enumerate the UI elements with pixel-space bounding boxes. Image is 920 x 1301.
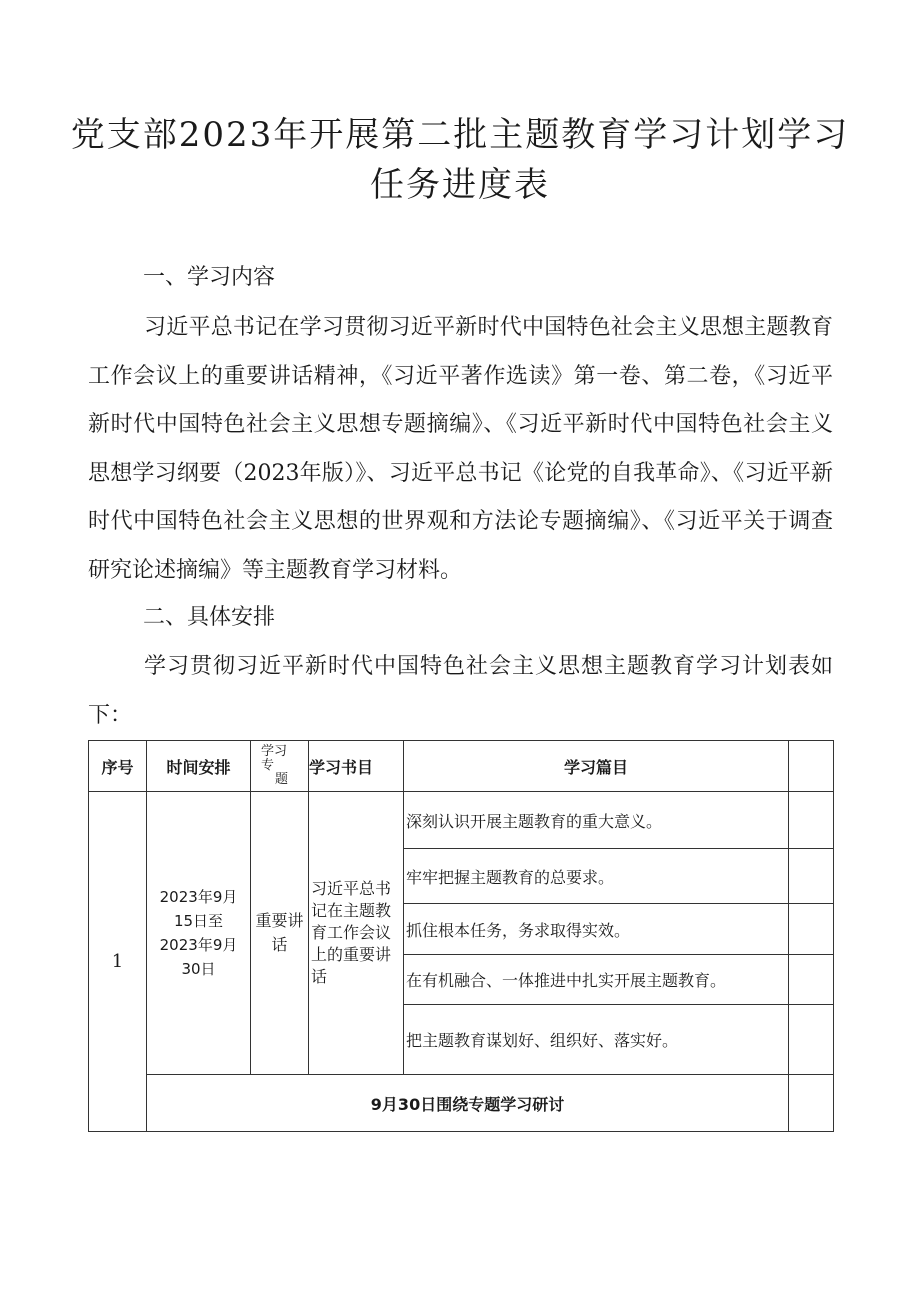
summary-row [89, 1075, 834, 1132]
header-time: 时间安排 [147, 741, 251, 792]
header-index: 序号 [89, 741, 147, 792]
title-line-1: 党支部2023年开展第二批主题教育学习计划学习 [70, 115, 850, 155]
header-topic [251, 741, 309, 792]
extra-cell [789, 955, 834, 1005]
header-extra [789, 741, 834, 792]
time-line-1: 2023年9月 [159, 888, 238, 906]
section-1-body: 习近平总书记在学习贯彻习近平新时代中国特色社会主义思想主题教育工作会议上的重要讲话精神，《习近平著作选读》第一卷、第二卷，《习近平新时代中国特色社会主义思想专题摘编》、《习近平新时代中国特色社会主义思想学习纲要（2023年版）》、习近平总书记《论党的自我革命》、《习近平新时代中国特色社会主义思想的世界观和方法论专题摘编》、《习近平关于调查研究论述摘编》等主题教育学习材料。 [88, 315, 833, 583]
row-topic: 重要讲话 [251, 792, 309, 1075]
time-line-3: 2023年9月 [159, 936, 238, 954]
row-time [147, 792, 251, 1075]
header-topic-line-2: 专 [261, 758, 275, 773]
summary-cell: 9月30日围绕专题学习研讨 [147, 1075, 789, 1132]
extra-cell [789, 849, 834, 904]
table-row [89, 792, 834, 849]
extra-cell [789, 1075, 834, 1132]
title-line-2: 任务进度表 [370, 165, 550, 205]
section-2-heading: 二、具体安排 [143, 605, 276, 630]
header-book: 学习书目 [309, 741, 404, 792]
article-3: 抓住根本任务，务求取得实效。 [404, 904, 789, 955]
article-1: 深刻认识开展主题教育的重大意义。 [404, 792, 789, 849]
section-1-heading: 一、学习内容 [143, 265, 276, 290]
article-5: 把主题教育谋划好、组织好、落实好。 [404, 1005, 789, 1075]
time-line-2: 15日至 [173, 912, 224, 930]
extra-cell [789, 904, 834, 955]
study-plan-table [88, 740, 834, 1132]
row-book: 习近平总书记在主题教育工作会议上的重要讲话 [309, 792, 404, 1075]
time-line-4: 30日 [181, 960, 216, 978]
header-article: 学习篇目 [404, 741, 789, 792]
header-topic-line-1: 学习 [261, 744, 288, 759]
document-title [60, 110, 860, 210]
extra-cell [789, 792, 834, 849]
table-header-row [89, 741, 834, 792]
row-index: 1 [89, 792, 147, 1132]
extra-cell [789, 1005, 834, 1075]
article-4: 在有机融合、一体推进中扎实开展主题教育。 [404, 955, 789, 1005]
header-topic-line-3: 题 [275, 772, 289, 787]
section-2-body: 学习贯彻习近平新时代中国特色社会主义思想主题教育学习计划表如下： [88, 654, 833, 728]
article-2: 牢牢把握主题教育的总要求。 [404, 849, 789, 904]
